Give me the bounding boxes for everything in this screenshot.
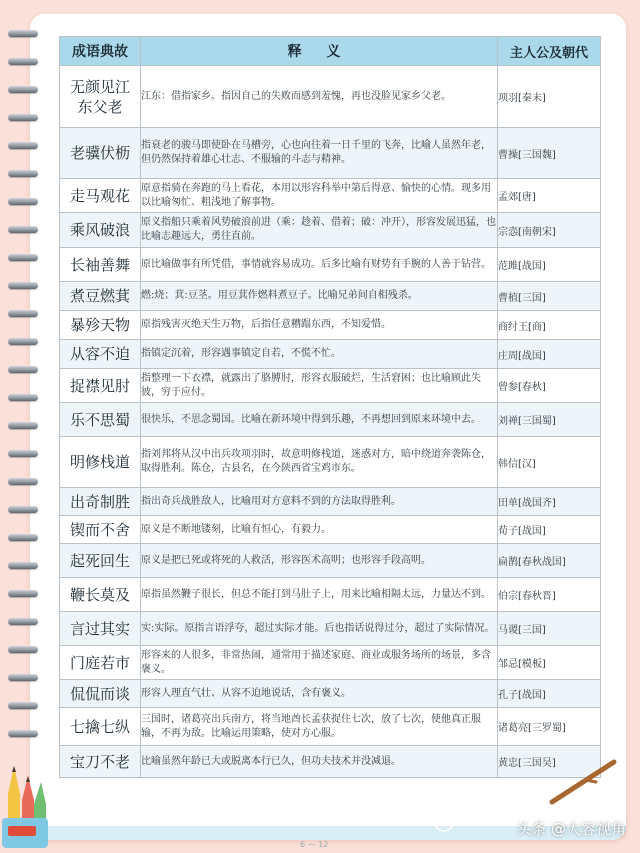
person-cell: 刘禅[三国蜀] [498,403,601,437]
binding-ring [8,254,38,261]
idiom-cell: 门庭若市 [60,646,141,680]
pencil-cup-illustration [0,760,52,850]
table-row [60,213,601,248]
person-cell: 项羽[秦末] [498,66,601,128]
binding-ring [8,646,38,653]
table-row [60,128,601,179]
meaning-cell: 指刘邦将从汉中出兵攻项羽时，故意明修栈道，迷惑对方，暗中绕道奔袭陈仓，取得胜利。陈仓，古县名，在今陕西省宝鸡市东。 [141,437,498,488]
binding-ring [8,282,38,289]
person-cell: 孔子[战国] [498,680,601,708]
table-row [60,340,601,369]
table-row [60,680,601,708]
header-idiom: 成语典故 [60,37,141,66]
person-cell: 扁鹊[春秋战国] [498,544,601,578]
idiom-cell: 明修栈道 [60,437,141,488]
idiom-cell: 走马观花 [60,179,141,213]
person-cell: 诸葛亮[三罗蜀] [498,708,601,746]
table-row [60,179,601,213]
binding-ring [8,198,38,205]
meaning-cell: 原比喻做事有所凭借，事情就容易成功。后多比喻有财势有手腕的人善于钻营。 [141,248,498,282]
meaning-cell: 原义是把已死或将死的人救活，形容医术高明；也形容手段高明。 [141,544,498,578]
binding-ring [8,338,38,345]
binding-ring [8,478,38,485]
idiom-cell: 暴殄天物 [60,311,141,340]
binding-ring [8,674,38,681]
table-row [60,311,601,340]
binding-ring [8,366,38,373]
table-row [60,403,601,437]
meaning-cell: 形容人理直气壮、从容不迫地说话，含有褒义。 [141,680,498,708]
person-cell: 商纣王[商] [498,311,601,340]
person-cell: 孟郊[唐] [498,179,601,213]
table-row [60,248,601,282]
binding-ring [8,590,38,597]
person-cell: 伯宗[春秋晋] [498,578,601,612]
idiom-cell: 出奇制胜 [60,488,141,516]
table-row [60,612,601,646]
idiom-cell: 言过其实 [60,612,141,646]
person-cell: 曾参[春秋] [498,369,601,403]
table-row [60,746,601,778]
meaning-cell: 比喻虽然年龄已大或脱离本行已久，但功夫技术并没减退。 [141,746,498,778]
idiom-cell: 从容不迫 [60,340,141,369]
idiom-cell: 起死回生 [60,544,141,578]
table-row [60,488,601,516]
binding-ring [8,730,38,737]
meaning-cell: 指出奇兵战胜敌人，比喻用对方意料不到的方法取得胜利。 [141,488,498,516]
table-row [60,66,601,128]
meaning-cell: 原指虽然鞭子很长，但总不能打到马肚子上，用来比喻相隔太远，力量达不到。 [141,578,498,612]
table-row [60,578,601,612]
table-row [60,369,601,403]
binding-ring [8,142,38,149]
binding-ring [8,534,38,541]
person-cell: 曹植[三国] [498,282,601,311]
meaning-cell: 原指残害灭绝天生万物，后指任意糟蹋东西，不知爱惜。 [141,311,498,340]
binding-ring [8,58,38,65]
idiom-table [59,36,601,778]
binding-ring [8,170,38,177]
person-cell: 邹忌[模板] [498,646,601,680]
table-row [60,437,601,488]
binding-ring [8,310,38,317]
person-cell: 荀子[战国] [498,516,601,544]
binding-ring [8,86,38,93]
binding-ring [8,618,38,625]
meaning-cell: 原义是不断地镂刻，比喻有恒心，有毅力。 [141,516,498,544]
binding-ring [8,450,38,457]
binding-ring [8,702,38,709]
person-cell: 韩信[汉] [498,437,601,488]
meaning-cell: 很快乐，不思念蜀国。比喻在新环境中得到乐趣，不再想回到原来环境中去。 [141,403,498,437]
person-cell: 曹操[三国魏] [498,128,601,179]
idiom-cell: 宝刀不老 [60,746,141,778]
watermark-text: 头条 @大容视角 [516,820,626,838]
table-row [60,646,601,680]
idiom-cell: 捉襟见肘 [60,369,141,403]
binding-ring [8,506,38,513]
table-row [60,516,601,544]
binding-ring [8,30,38,37]
meaning-cell: 指衰老的骏马即使卧在马槽旁，心也向往着一日千里的飞奔，比喻人虽然年老，但仍然保持着雄心壮志、不服输的斗志与精神。 [141,128,498,179]
idiom-cell: 鞭长莫及 [60,578,141,612]
binding-ring [8,226,38,233]
page-number: 6 — 12 [300,840,329,849]
idiom-cell: 乐不思蜀 [60,403,141,437]
person-cell: 黄忠[三国吴] [498,746,601,778]
meaning-cell: 燃:烧；萁:豆茎。用豆萁作燃料煮豆子。比喻兄弟间自相残杀。 [141,282,498,311]
meaning-cell: 原义指船只乘着风势破浪前进（乘：趁着、借着；破：冲开），形容发展迅猛，也比喻志趣远大，勇往直前。 [141,213,498,248]
meaning-cell: 指整理一下衣襟，就露出了胳膊肘，形容衣服破烂，生活窘困；也比喻顾此失彼，穷于应付。 [141,369,498,403]
person-cell: 田单[战国齐] [498,488,601,516]
meaning-cell: 江东：借指家乡。指因自己的失败而感到羞愧，再也没脸见家乡父老。 [141,66,498,128]
person-cell: 宗悫[南朝宋] [498,213,601,248]
table-header-row [60,37,601,66]
meaning-cell: 三国时，诸葛亮出兵南方，将当地酋长孟获捉住七次，放了七次，使他真正服输，不再为敌。比喻运用策略，使对方心服。 [141,708,498,746]
meaning-cell: 指镇定沉着，形容遇事镇定自若，不慌不忙。 [141,340,498,369]
idiom-cell: 老骥伏枥 [60,128,141,179]
meaning-cell: 原意指骑在奔跑的马上看花，本用以形容科举中第后得意、愉快的心情。现多用以比喻匆忙、粗浅地了解事物。 [141,179,498,213]
idiom-cell: 煮豆燃萁 [60,282,141,311]
watermark-logo-icon [434,812,454,832]
idiom-cell: 无颜见江东父老 [60,66,141,128]
idiom-cell: 七擒七纵 [60,708,141,746]
person-cell: 马谡[三国] [498,612,601,646]
binding-ring [8,394,38,401]
table-row [60,708,601,746]
idiom-cell: 长袖善舞 [60,248,141,282]
meaning-cell: 形容来的人很多，非常热闹，通常用于描述家庭、商业或服务场所的场景，多含褒义。 [141,646,498,680]
meaning-cell: 实:实际。原指言语浮夸，超过实际才能。后也指话说得过分，超过了实际情况。 [141,612,498,646]
binding-ring [8,114,38,121]
person-cell: 范雎[战国] [498,248,601,282]
idiom-cell: 乘风破浪 [60,213,141,248]
table-row [60,544,601,578]
header-meaning: 释 义 [141,37,498,66]
binding-ring [8,422,38,429]
person-cell: 庄周[战国] [498,340,601,369]
binding-ring [8,562,38,569]
idiom-cell: 锲而不舍 [60,516,141,544]
table-row [60,282,601,311]
idiom-cell: 侃侃而谈 [60,680,141,708]
wooden-stick-illustration [546,756,620,808]
header-person: 主人公及朝代 [498,37,601,66]
